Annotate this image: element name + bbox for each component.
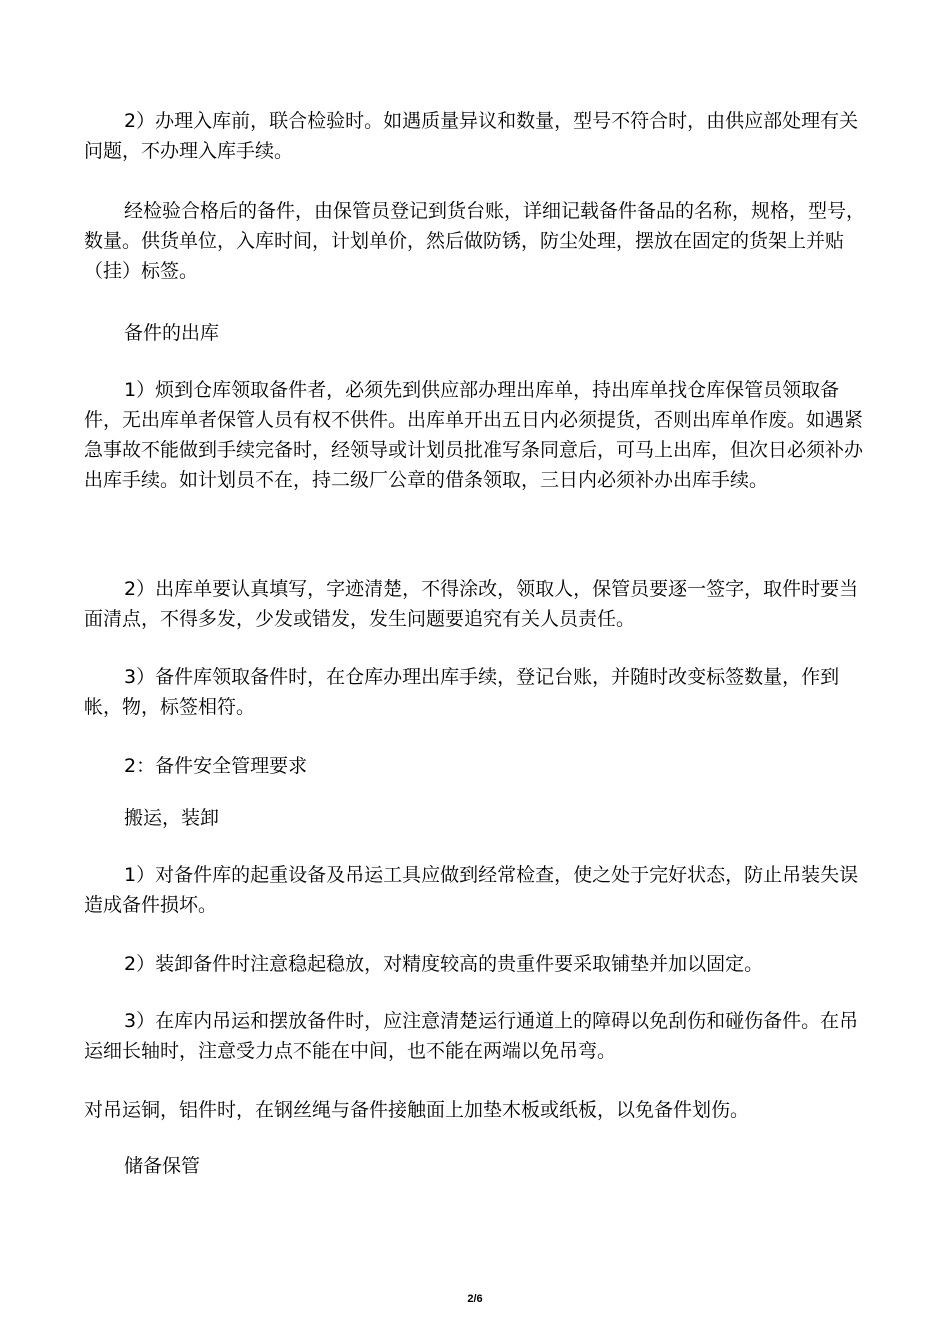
paragraph-handling-rule-3: 3）在库内吊运和摆放备件时，应注意清楚运行通道上的障碍以免刮伤和碰伤备件。在吊运细长轴时，注意受力点不能在中间，也不能在两端以免吊弯。 — [84, 1010, 859, 1062]
paragraph-handling-rule-1: 1）对备件库的起重设备及吊运工具应做到经常检查，使之处于完好状态，防止吊装失误造成备件损坏。 — [84, 864, 859, 916]
paragraph-outbound-rule-1: 1）烦到仓库领取备件者，必须先到供应部办理出库单，持出库单找仓库保管员领取备件，无出库单者保管人员有权不供件。出库单开出五日内必须提货，否则出库单作废。如遇紧急事故不能做到手续完备时，经领导或计划员批准写条同意后，可马上出库，但次日必须补办出库手续。如计划员不在，持二级厂公章的借条领取，三日内必须补办出库手续。 — [84, 379, 864, 491]
heading-outbound: 备件的出库 — [124, 322, 220, 344]
heading-storage: 储备保管 — [124, 1155, 201, 1177]
heading-handling: 搬运，装卸 — [124, 807, 220, 829]
page-number: 2/6 — [467, 1293, 483, 1305]
paragraph-inbound-inspection: 2）办理入库前，联合检验时。如遇质量异议和数量，型号不符合时，由供应部处理有关问题，不办理入库手续。 — [84, 110, 859, 162]
paragraph-outbound-rule-3: 3）备件库领取备件时，在仓库办理出库手续，登记台账，并随时改变标签数量，作到帐，物，标签相符。 — [84, 666, 840, 718]
paragraph-copper-aluminum-handling: 对吊运铜，铝件时，在钢丝绳与备件接触面上加垫木板或纸板，以免备件划伤。 — [84, 1099, 750, 1121]
paragraph-inbound-registration: 经检验合格后的备件，由保管员登记到货台账，详细记载备件备品的名称，规格，型号，数量。供货单位，入库时间，计划单价，然后做防锈，防尘处理，摆放在固定的货架上并贴（挂）标签。 — [84, 200, 866, 282]
heading-safety-requirements: 2：备件安全管理要求 — [124, 755, 308, 777]
paragraph-outbound-rule-2: 2）出库单要认真填写，字迹清楚，不得涂改，领取人，保管员要逐一签字，取件时要当面清点，不得多发，少发或错发，发生问题要追究有关人员责任。 — [84, 578, 859, 630]
paragraph-handling-rule-2: 2）装卸备件时注意稳起稳放，对精度较高的贵重件要采取铺垫并加以固定。 — [124, 953, 764, 975]
